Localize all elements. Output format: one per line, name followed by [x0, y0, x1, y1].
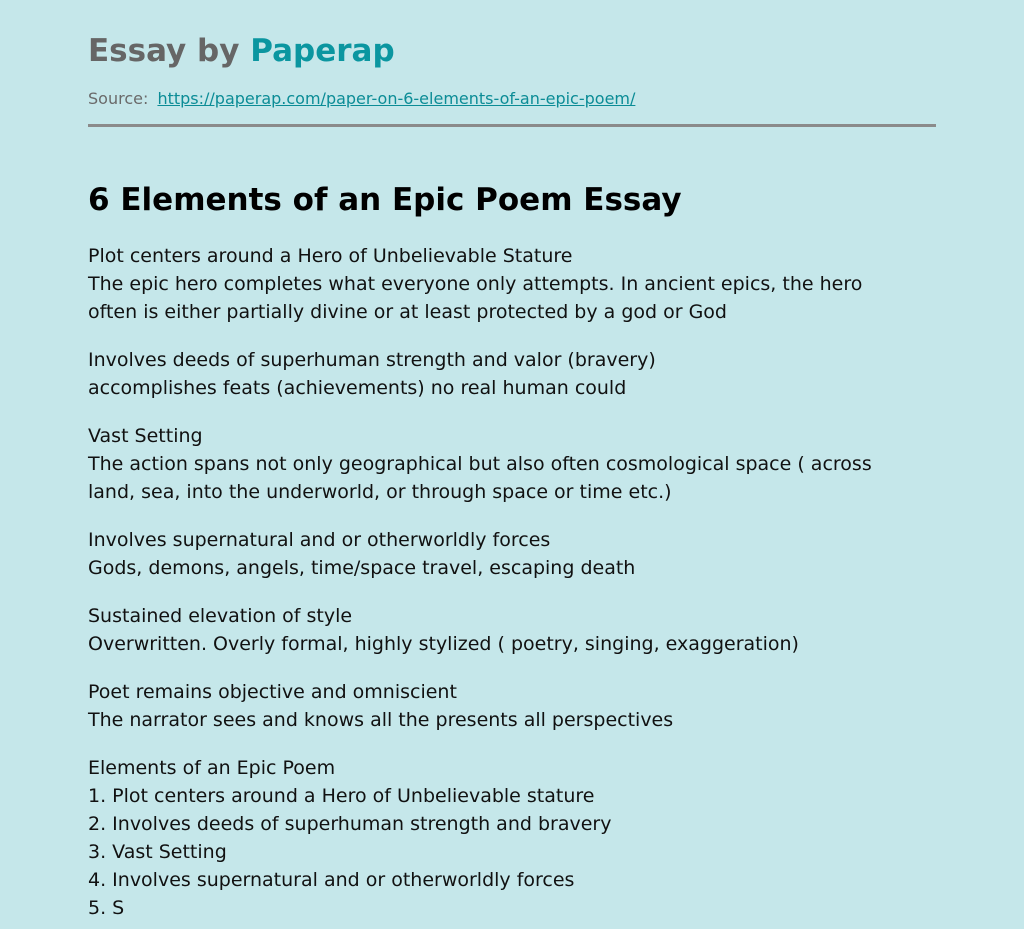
essay-line: 3. Vast Setting: [88, 841, 227, 863]
source-line: [88, 89, 635, 109]
brand-prefix: Essay by: [88, 33, 240, 69]
essay-paragraph: [88, 422, 936, 506]
essay-line: Plot centers around a Hero of Unbelievable Stature: [88, 245, 573, 267]
header-divider: [88, 124, 936, 127]
essay-line: The epic hero completes what everyone only attempts. In ancient epics, the hero: [88, 273, 863, 295]
essay-line: The action spans not only geographical but also often cosmological space ( across: [88, 453, 872, 475]
essay-line: Gods, demons, angels, time/space travel, escaping death: [88, 557, 636, 579]
essay-line: Overwritten. Overly formal, highly stylized ( poetry, singing, exaggeration): [88, 633, 799, 655]
essay-line: 5. S: [88, 897, 125, 919]
essay-line: 4. Involves supernatural and or otherworldly forces: [88, 869, 575, 891]
essay-paragraph: [88, 678, 936, 734]
essay-line: The narrator sees and knows all the presents all perspectives: [88, 709, 674, 731]
essay-paragraph: [88, 602, 936, 658]
essay-line: 1. Plot centers around a Hero of Unbelievable stature: [88, 785, 595, 807]
essay-paragraph: [88, 754, 936, 922]
essay-line: land, sea, into the underworld, or through space or time etc.): [88, 481, 672, 503]
source-link[interactable]: https://paperap.com/paper-on-6-elements-of-an-epic-poem/: [157, 89, 636, 108]
source-label: Source:: [88, 89, 149, 108]
page-title: 6 Elements of an Epic Poem Essay: [88, 182, 682, 218]
essay-line: Vast Setting: [88, 425, 203, 447]
essay-line: 2. Involves deeds of superhuman strength and bravery: [88, 813, 612, 835]
essay-line: Poet remains objective and omniscient: [88, 681, 457, 703]
brand-name[interactable]: Paperap: [250, 33, 395, 69]
essay-line: Involves supernatural and or otherworldly forces: [88, 529, 551, 551]
essay-line: Involves deeds of superhuman strength and valor (bravery): [88, 349, 656, 371]
essay-paragraph: [88, 526, 936, 582]
essay-line: accomplishes feats (achievements) no real human could: [88, 377, 627, 399]
essay-line: Elements of an Epic Poem: [88, 757, 336, 779]
essay-line: often is either partially divine or at least protected by a god or God: [88, 301, 727, 323]
essay-body: [88, 242, 936, 929]
essay-paragraph: [88, 242, 936, 326]
essay-line: Sustained elevation of style: [88, 605, 353, 627]
essay-paragraph: [88, 346, 936, 402]
site-brand: [88, 30, 395, 72]
